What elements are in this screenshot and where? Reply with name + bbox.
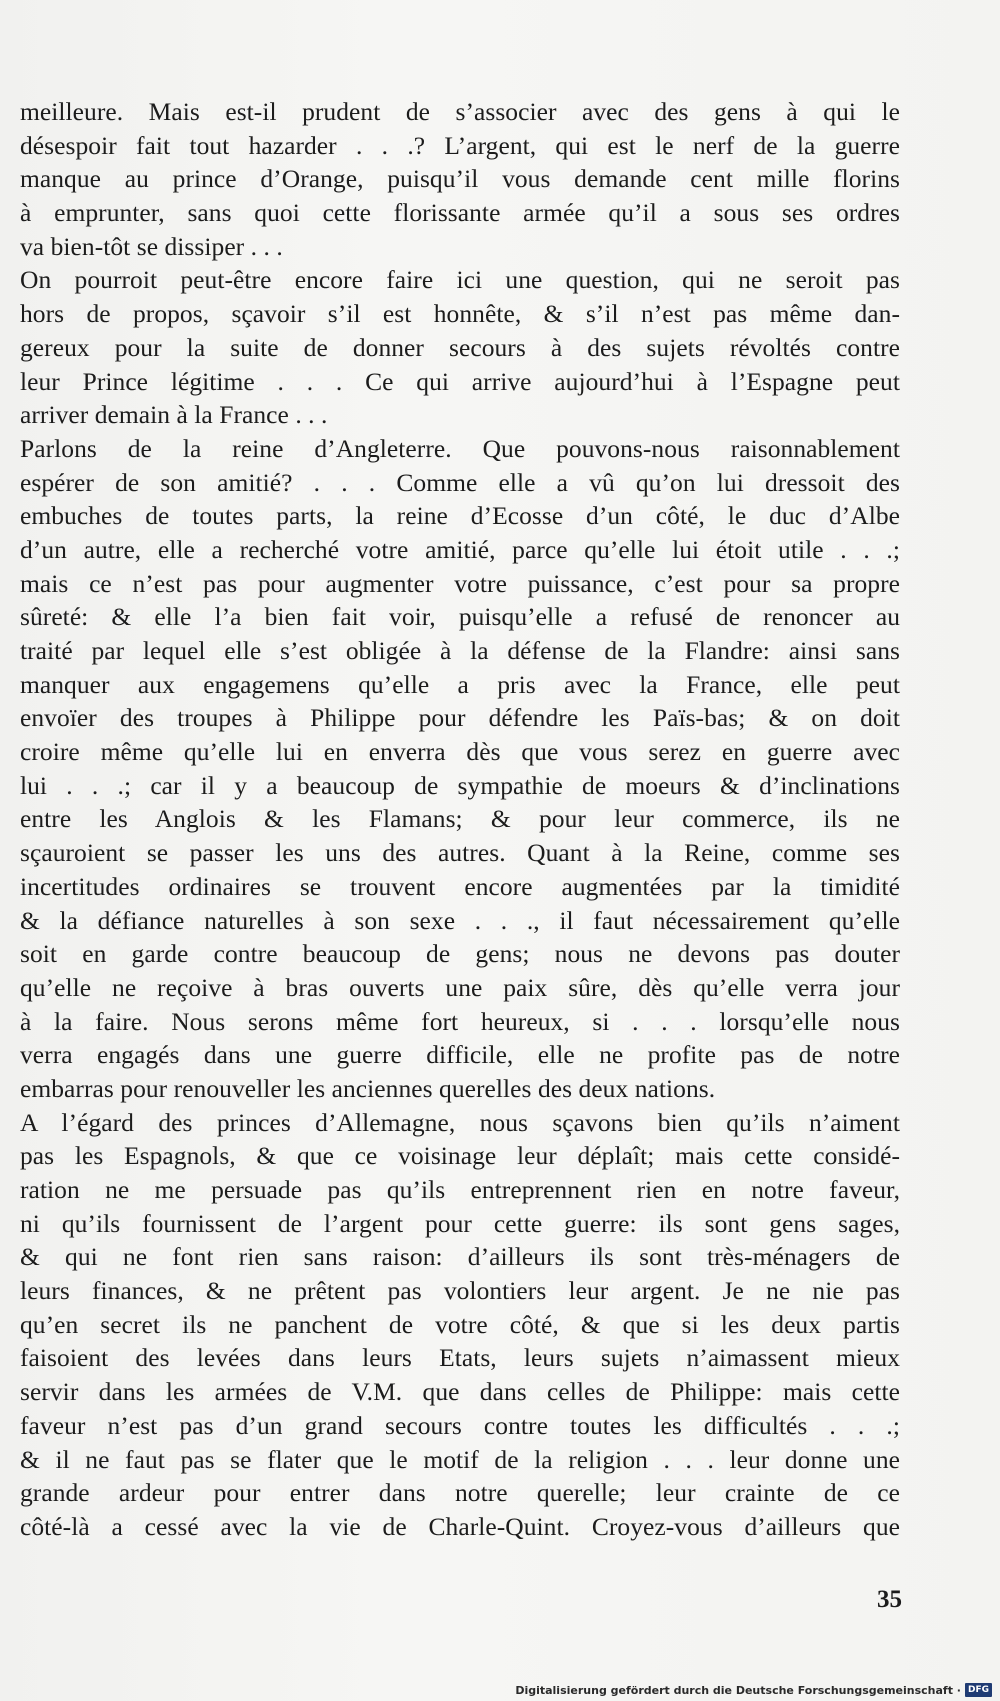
text-line: d’un autre, elle a recherché votre amitié, parce qu’elle lui étoit utile . . .; [20, 534, 900, 564]
text-line: verra engagés dans une guerre difficile, elle ne profite pas de notre [20, 1040, 900, 1070]
digitization-credit [515, 1682, 992, 1698]
text-line: hors de propos, sçavoir s’il est honnête, & s’il n’est pas même dan- [20, 299, 900, 329]
text-line: envoïer des troupes à Philippe pour défendre les Païs-bas; & on doit [20, 703, 900, 733]
page-number: 35 [877, 1586, 902, 1613]
text-line: ni qu’ils fournissent de l’argent pour cette guerre: ils sont gens sages, [20, 1208, 900, 1238]
text-line: qu’elle ne reçoive à bras ouverts une paix sûre, dès qu’elle verra jour [20, 972, 900, 1002]
text-line: côté-là a cessé avec la vie de Charle-Quint. Croyez-vous d’ailleurs que [20, 1511, 900, 1541]
text-line: sûreté: & elle l’a bien fait voir, puisqu’elle a refusé de renoncer au [20, 602, 900, 632]
dfg-logo: DFG [965, 1683, 992, 1697]
text-line: faisoient des levées dans leurs Etats, leurs sujets n’aimassent mieux [20, 1343, 900, 1373]
text-line: incertitudes ordinaires se trouvent encore augmentées par la timidité [20, 871, 900, 901]
text-line: traité par lequel elle s’est obligée à la défense de la Flandre: ainsi sans [20, 636, 900, 665]
footer-text: Digitalisierung gefördert durch die Deutsche Forschungsgemeinschaft · [515, 1683, 961, 1697]
text-line: entre les Anglois & les Flamans; & pour leur commerce, ils ne [20, 804, 900, 834]
text-line: espérer de son amitié? . . . Comme elle a vû qu’on lui dressoit des [20, 467, 900, 497]
text-line: qu’en secret ils ne panchent de votre côté, & que si les deux partis [20, 1309, 900, 1339]
text-line: lui . . .; car il y a beaucoup de sympathie de moeurs & d’inclinations [20, 770, 900, 800]
text-line: & qui ne font rien sans raison: d’ailleurs ils sont très-ménagers de [20, 1242, 900, 1272]
text-line: à emprunter, sans quoi cette florissante armée qu’il a sous ses ordres [20, 198, 900, 228]
text-line: manquer aux engagemens qu’elle a pris avec la France, elle peut [20, 669, 900, 699]
text-line: faveur n’est pas d’un grand secours contre toutes les difficultés . . .; [20, 1410, 900, 1440]
text-line: à la faire. Nous serons même fort heureux, si . . . lorsqu’elle nous [20, 1006, 900, 1036]
text-line: On pourroit peut-être encore faire ici une question, qui ne seroit pas [20, 265, 900, 295]
text-line: servir dans les armées de V.M. que dans celles de Philippe: mais cette [20, 1377, 900, 1407]
text-line: désespoir fait tout hazarder . . .? L’argent, qui est le nerf de la guerre [20, 130, 900, 160]
body-text [20, 95, 900, 1544]
text-line: Parlons de la reine d’Angleterre. Que pouvons-nous raisonnablement [20, 433, 900, 463]
text-line: sçauroient se passer les uns des autres. Quant à la Reine, comme ses [20, 838, 900, 868]
text-line: manque au prince d’Orange, puisqu’il vous demande cent mille florins [20, 164, 900, 194]
text-line: grande ardeur pour entrer dans notre querelle; leur crainte de ce [20, 1478, 900, 1508]
text-line: & la défiance naturelles à son sexe . . ., il faut nécessairement qu’elle [20, 905, 900, 935]
text-line: croire même qu’elle lui en enverra dès que vous serez en guerre avec [20, 737, 900, 767]
text-line: embarras pour renouveller les anciennes querelles des deux nations. [20, 1073, 716, 1103]
text-line: mais ce n’est pas pour augmenter votre puissance, c’est pour sa propre [20, 568, 900, 598]
text-line: leurs finances, & ne prêtent pas volontiers leur argent. Je ne nie pas [20, 1276, 900, 1306]
text-line: va bien-tôt se dissiper . . . [20, 231, 283, 261]
text-line: arriver demain à la France . . . [20, 400, 328, 430]
text-line: A l’égard des princes d’Allemagne, nous sçavons bien qu’ils n’aiment [20, 1107, 900, 1137]
text-line: soit en garde contre beaucoup de gens; nous ne devons pas douter [20, 939, 900, 969]
text-line: meilleure. Mais est-il prudent de s’associer avec des gens à qui le [20, 97, 900, 126]
text-line: & il ne faut pas se flater que le motif de la religion . . . leur donne une [20, 1444, 900, 1474]
text-line: ration ne me persuade pas qu’ils entreprennent rien en notre faveur, [20, 1175, 900, 1204]
text-line: leur Prince légitime . . . Ce qui arrive aujourd’hui à l’Espagne peut [20, 366, 900, 396]
text-line: pas les Espagnols, & que ce voisinage leur déplaît; mais cette considé- [20, 1141, 900, 1171]
text-line: gereux pour la suite de donner secours à des sujets révoltés contre [20, 332, 900, 362]
text-line: embuches de toutes parts, la reine d’Ecosse d’un côté, le duc d’Albe [20, 501, 900, 531]
